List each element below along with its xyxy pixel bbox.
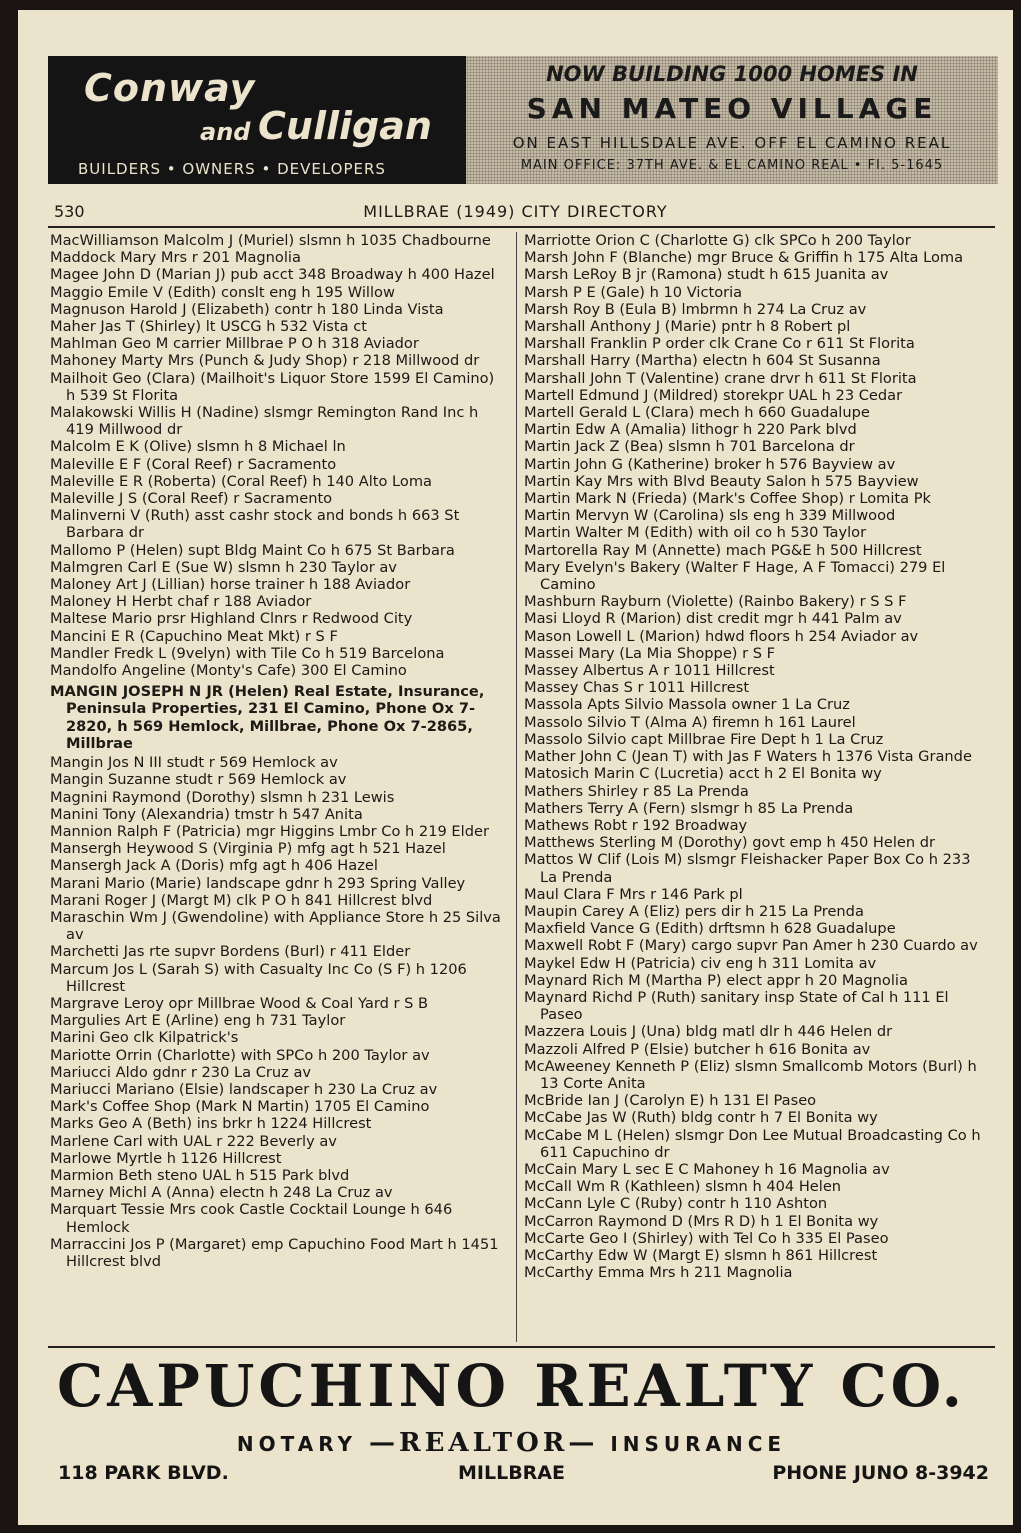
- directory-entry: McCarte Geo I (Shirley) with Tel Co h 335 El Paseo: [524, 1229, 889, 1247]
- directory-entry: Mattos W Clif (Lois M) slsmgr Fleishacker Paper Box Co h 233 La Prenda: [524, 851, 971, 886]
- directory-entry: Massola Apts Silvio Massola owner 1 La Cruz: [524, 696, 850, 714]
- directory-entry: Massey Albertus A r 1011 Hillcrest: [524, 662, 775, 680]
- directory-entry: Mason Lowell L (Marion) hdwd floors h 254 Aviador av: [524, 627, 919, 645]
- directory-entry: Maloney Art J (Lillian) horse trainer h 188 Aviador: [50, 576, 411, 594]
- brand-and: and: [200, 118, 251, 146]
- directory-entry: McCarthy Edw W (Margt E) slsmn h 861 Hillcrest: [524, 1246, 878, 1264]
- directory-entry: Martin Walter M (Edith) with oil co h 530 Taylor: [524, 524, 867, 542]
- directory-entry: McAweeney Kenneth P (Eliz) slsmn Smallcomb Motors (Burl) h 13 Corte Anita: [524, 1057, 977, 1092]
- directory-entry: Margrave Leroy opr Millbrae Wood & Coal Yard r S B: [50, 994, 429, 1012]
- directory-entry: Matthews Sterling M (Dorothy) govt emp h 450 Helen dr: [524, 834, 936, 852]
- directory-entry: Marks Geo A (Beth) ins brkr h 1224 Hillcrest: [50, 1115, 372, 1133]
- brand-tagline: BUILDERS • OWNERS • DEVELOPERS: [78, 160, 386, 178]
- directory-entry: McCain Mary L sec E C Mahoney h 16 Magnolia av: [524, 1160, 890, 1178]
- directory-entry: Massolo Silvio capt Millbrae Fire Dept h 1 La Cruz: [524, 730, 884, 748]
- directory-entry: Marshall Anthony J (Marie) pntr h 8 Robert pl: [524, 318, 851, 336]
- directory-entry: Mangin Jos N III studt r 569 Hemlock av: [50, 754, 338, 772]
- ad-line-1: NOW BUILDING 1000 HOMES IN: [546, 62, 918, 86]
- directory-entry: Malcolm E K (Olive) slsmn h 8 Michael ln: [50, 438, 346, 456]
- page-number: 530: [54, 202, 85, 221]
- directory-entry: Mancini E R (Capuchino Meat Mkt) r S F: [50, 627, 338, 645]
- directory-entry: McCarron Raymond D (Mrs R D) h 1 El Bonita wy: [524, 1212, 879, 1230]
- directory-page: [18, 10, 1013, 1525]
- directory-entry: Mather John C (Jean T) with Jas F Waters h 1376 Vista Grande: [524, 748, 972, 766]
- directory-entry: Mariucci Aldo gdnr r 230 La Cruz av: [50, 1063, 312, 1081]
- top-advertisement: [48, 56, 998, 192]
- directory-entry: Maloney H Herbt chaf r 188 Aviador: [50, 593, 312, 611]
- directory-entry: Mark's Coffee Shop (Mark N Martin) 1705 El Camino: [50, 1098, 430, 1116]
- directory-entry: Mariucci Mariano (Elsie) landscaper h 230 La Cruz av: [50, 1080, 438, 1098]
- directory-entry: Margulies Art E (Arline) eng h 731 Taylor: [50, 1012, 346, 1030]
- directory-entry: Mariotte Orrin (Charlotte) with SPCo h 200 Taylor av: [50, 1046, 430, 1064]
- directory-entry: Malakowski Willis H (Nadine) slsmgr Remington Rand Inc h 419 Millwood dr: [50, 404, 479, 439]
- directory-entry: Mathers Shirley r 85 La Prenda: [524, 782, 749, 800]
- directory-entry: Marani Mario (Marie) landscape gdnr h 293 Spring Valley: [50, 874, 466, 892]
- running-head: MILLBRAE (1949) CITY DIRECTORY: [363, 202, 668, 221]
- directory-entry: Mallomo P (Helen) supt Bldg Maint Co h 675 St Barbara: [50, 541, 455, 559]
- directory-entry: McCarthy Emma Mrs h 211 Magnolia: [524, 1264, 793, 1282]
- directory-entry: Martin Mark N (Frieda) (Mark's Coffee Shop) r Lomita Pk: [524, 490, 931, 508]
- directory-entry: Marshall John T (Valentine) crane drvr h 611 St Florita: [524, 369, 917, 387]
- directory-entry: Martin John G (Katherine) broker h 576 Bayview av: [524, 455, 896, 473]
- directory-entry: Mazzera Louis J (Una) bldg matl dlr h 446 Helen dr: [524, 1023, 893, 1041]
- footer-ad-name: CAPUCHINO REALTY CO.: [57, 1352, 966, 1420]
- directory-entry: Marcum Jos L (Sarah S) with Casualty Inc Co (S F) h 1206 Hillcrest: [50, 960, 467, 995]
- directory-entry: Martin Kay Mrs with Blvd Beauty Salon h 575 Bayview: [524, 472, 919, 490]
- directory-entry: Marraccini Jos P (Margaret) emp Capuchino Food Mart h 1451 Hillcrest blvd: [50, 1235, 499, 1270]
- ad-line-2: SAN MATEO VILLAGE: [526, 92, 938, 125]
- directory-entry: Marsh P E (Gale) h 10 Victoria: [524, 283, 743, 301]
- conway-culligan-ad: [48, 56, 466, 184]
- ad-line-4: MAIN OFFICE: 37TH AVE. & EL CAMINO REAL • FI. 5-1645: [520, 158, 944, 173]
- directory-entry: Mazzoli Alfred P (Elsie) butcher h 616 Bonita av: [524, 1040, 871, 1058]
- directory-entry: Mashburn Rayburn (Violette) (Rainbo Bakery) r S S F: [524, 593, 907, 611]
- directory-entry: Marshall Franklin P order clk Crane Co r 611 St Florita: [524, 335, 915, 353]
- directory-entry: Mannion Ralph F (Patricia) mgr Higgins Lmbr Co h 219 Elder: [50, 822, 489, 840]
- footer-ad-city: MILLBRAE: [458, 1462, 565, 1484]
- directory-entry: Marlene Carl with UAL r 222 Beverly av: [50, 1132, 337, 1150]
- directory-entry: Maleville E F (Coral Reef) r Sacramento: [50, 455, 337, 473]
- directory-entry: Marsh LeRoy B jr (Ramona) studt h 615 Juanita av: [524, 266, 889, 284]
- directory-entry: Maxfield Vance G (Edith) drftsmn h 628 Guadalupe: [524, 920, 896, 938]
- ad-line-3: ON EAST HILLSDALE AVE. OFF EL CAMINO REAL: [512, 134, 952, 152]
- tag-insurance: INSURANCE: [610, 1432, 787, 1456]
- directory-entry: Massey Chas S r 1011 Hillcrest: [524, 679, 750, 697]
- directory-entry: Mailhoit Geo (Clara) (Mailhoit's Liquor Store 1599 El Camino) h 539 St Florita: [50, 369, 495, 404]
- directory-entry: Magnuson Harold J (Elizabeth) contr h 180 Linda Vista: [50, 300, 444, 318]
- directory-entry: McBride Ian J (Carolyn E) h 131 El Paseo: [524, 1092, 817, 1110]
- directory-entry: Marsh Roy B (Eula B) lmbrmn h 274 La Cruz av: [524, 300, 867, 318]
- directory-entry: Mansergh Jack A (Doris) mfg agt h 406 Hazel: [50, 857, 378, 875]
- directory-entry: Masi Lloyd R (Marion) dist credit mgr h 441 Palm av: [524, 610, 902, 628]
- directory-entry: Maddock Mary Mrs r 201 Magnolia: [50, 249, 301, 267]
- directory-entry: Massolo Silvio T (Alma A) firemn h 161 Laurel: [524, 713, 856, 731]
- right-column: [524, 232, 990, 1281]
- directory-entry: Maleville E R (Roberta) (Coral Reef) h 140 Alto Loma: [50, 472, 433, 490]
- footer-rule: [48, 1346, 995, 1348]
- directory-entry: Maleville J S (Coral Reef) r Sacramento: [50, 490, 333, 508]
- directory-entry: Mangin Suzanne studt r 569 Hemlock av: [50, 771, 347, 789]
- directory-entry: Martorella Ray M (Annette) mach PG&E h 500 Hillcrest: [524, 541, 922, 559]
- directory-entry: Magnini Raymond (Dorothy) slsmn h 231 Lewis: [50, 788, 395, 806]
- directory-entry: Martin Jack Z (Bea) slsmn h 701 Barcelona dr: [524, 438, 855, 456]
- directory-entry: Mandolfo Angeline (Monty's Cafe) 300 El Camino: [50, 662, 407, 680]
- directory-entry: Marney Michl A (Anna) electn h 248 La Cruz av: [50, 1184, 393, 1202]
- directory-entry: Mary Evelyn's Bakery (Walter F Hage, A F Tomacci) 279 El Camino: [524, 558, 946, 594]
- directory-entry: Martell Edmund J (Mildred) storekpr UAL h 23 Cedar: [524, 386, 903, 404]
- directory-entry: Maul Clara F Mrs r 146 Park pl: [524, 885, 743, 903]
- directory-entry: Mansergh Heywood S (Virginia P) mfg agt h 521 Hazel: [50, 840, 446, 858]
- directory-entry: Maltese Mario prsr Highland Clnrs r Redwood City: [50, 610, 413, 628]
- directory-entry: Mahoney Marty Mrs (Punch & Judy Shop) r 218 Millwood dr: [50, 352, 480, 370]
- directory-entry: MANGIN JOSEPH N JR (Helen) Real Estate, Insurance, Peninsula Properties, 231 El Camino, Phone Ox 7-2820, h 569 Hemlock, Millbrae, Phone Ox 7-2865, Millbrae: [50, 683, 485, 752]
- brand-name-conway: Conway: [84, 66, 256, 110]
- directory-entry: Magee John D (Marian J) pub acct 348 Broadway h 400 Hazel: [50, 266, 495, 284]
- brand-name-culligan: Culligan: [258, 104, 432, 148]
- san-mateo-village-ad: [466, 56, 998, 184]
- directory-entry: Martin Edw A (Amalia) lithogr h 220 Park blvd: [524, 421, 857, 439]
- directory-entry: Maykel Edw H (Patricia) civ eng h 311 Lomita av: [524, 954, 877, 972]
- directory-entry: Marmion Beth steno UAL h 515 Park blvd: [50, 1166, 350, 1184]
- directory-entry: Marsh John F (Blanche) mgr Bruce & Griffin h 175 Alta Loma: [524, 249, 964, 267]
- tag-realtor: —REALTOR—: [368, 1428, 599, 1458]
- directory-entry: McCall Wm R (Kathleen) slsmn h 404 Helen: [524, 1178, 842, 1196]
- directory-entry: Marchetti Jas rte supvr Bordens (Burl) r 411 Elder: [50, 943, 411, 961]
- directory-entry: Marshall Harry (Martha) electn h 604 St Susanna: [524, 352, 881, 370]
- directory-entry: Maher Jas T (Shirley) lt USCG h 532 Vista ct: [50, 318, 367, 336]
- directory-entry: Maynard Richd P (Ruth) sanitary insp State of Cal h 111 El Paseo: [524, 988, 949, 1024]
- directory-entry: Maggio Emile V (Edith) conslt eng h 195 Willow: [50, 283, 395, 301]
- directory-entry: Manini Tony (Alexandria) tmstr h 547 Anita: [50, 805, 363, 823]
- footer-ad-phone: PHONE JUNO 8-3942: [772, 1462, 989, 1484]
- directory-entry: Malinverni V (Ruth) asst cashr stock and bonds h 663 St Barbara dr: [50, 507, 460, 542]
- directory-entry: Maraschin Wm J (Gwendoline) with Appliance Store h 25 Silva av: [50, 908, 501, 944]
- directory-entry: Mathers Terry A (Fern) slsmgr h 85 La Prenda: [524, 799, 854, 817]
- directory-entry: Mandler Fredk L (9velyn) with Tile Co h 519 Barcelona: [50, 644, 445, 662]
- directory-entry: Martin Mervyn W (Carolina) sls eng h 339 Millwood: [524, 507, 896, 525]
- directory-entry: McCabe Jas W (Ruth) bldg contr h 7 El Bonita wy: [524, 1109, 878, 1127]
- directory-entry: Martell Gerald L (Clara) mech h 660 Guadalupe: [524, 404, 870, 422]
- directory-entry: Maxwell Robt F (Mary) cargo supvr Pan Amer h 230 Cuardo av: [524, 937, 978, 955]
- directory-entry: Marriotte Orion C (Charlotte G) clk SPCo h 200 Taylor: [524, 232, 911, 249]
- directory-entry: Mathews Robt r 192 Broadway: [524, 816, 748, 834]
- header-rule: [48, 226, 995, 228]
- left-column: [50, 232, 505, 1270]
- directory-entry: Marlowe Myrtle h 1126 Hillcrest: [50, 1149, 282, 1167]
- footer-ad-address: 118 PARK BLVD.: [58, 1462, 229, 1484]
- footer-ad-tagline: [18, 1428, 1005, 1458]
- directory-entry: Maupin Carey A (Eliz) pers dir h 215 La Prenda: [524, 902, 864, 920]
- directory-entry: McCabe M L (Helen) slsmgr Don Lee Mutual Broadcasting Co h 611 Capuchino dr: [524, 1126, 981, 1161]
- directory-entry: Matosich Marin C (Lucretia) acct h 2 El Bonita wy: [524, 765, 882, 783]
- directory-entry: McCann Lyle C (Ruby) contr h 110 Ashton: [524, 1195, 828, 1213]
- column-divider: [516, 232, 517, 1342]
- directory-entry: MacWilliamson Malcolm J (Muriel) slsmn h 1035 Chadbourne: [50, 232, 491, 249]
- directory-entry: Massei Mary (La Mia Shoppe) r S F: [524, 644, 776, 662]
- directory-entry: Malmgren Carl E (Sue W) slsmn h 230 Taylor av: [50, 558, 397, 576]
- directory-entry: Marini Geo clk Kilpatrick's: [50, 1029, 239, 1047]
- directory-entry: Mahlman Geo M carrier Millbrae P O h 318 Aviador: [50, 335, 419, 353]
- directory-entry: Marquart Tessie Mrs cook Castle Cocktail Lounge h 646 Hemlock: [50, 1201, 453, 1236]
- tag-notary: NOTARY: [236, 1432, 357, 1456]
- directory-entry: Marani Roger J (Margt M) clk P O h 841 Hillcrest blvd: [50, 891, 433, 909]
- directory-entry: Maynard Rich M (Martha P) elect appr h 20 Magnolia: [524, 971, 908, 989]
